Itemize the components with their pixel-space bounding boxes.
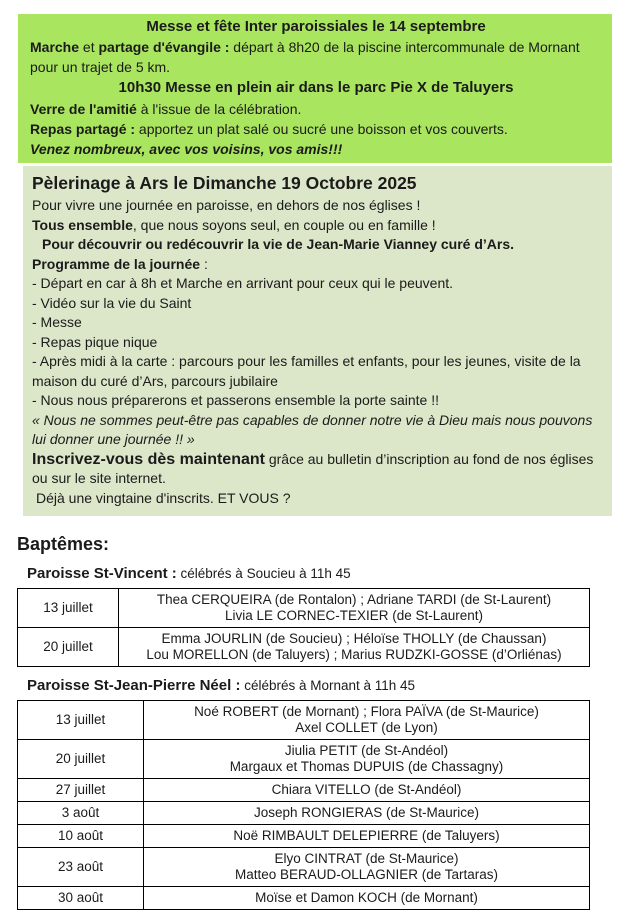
program-label: Programme de la journée: [32, 255, 201, 272]
baptism-date-cell: 10 août: [18, 825, 144, 848]
program-item: - Vidéo sur la vie du Saint: [32, 294, 192, 311]
table-row: [18, 779, 590, 802]
signup-details: grâce au bulletin d’inscription au fond de nos églises ou sur le site internet.: [32, 450, 594, 486]
baptism-date-cell: 20 juillet: [18, 628, 119, 667]
table-row: [18, 802, 590, 825]
program-list: [32, 274, 604, 411]
baptism-names-cell: [144, 701, 590, 740]
baptism-date-cell: 3 août: [18, 802, 144, 825]
baptism-names-cell: [119, 589, 590, 628]
table-row: [18, 628, 590, 667]
baptism-names-cell: [144, 802, 590, 825]
pilgrimage-intro-2: Tous ensemble, que nous soyons seul, en couple ou en famille !: [32, 216, 436, 233]
table-row: [18, 848, 590, 887]
table-row: [18, 701, 590, 740]
baptisms-heading: Baptêmes:: [17, 534, 110, 554]
baptism-date-cell: 27 juillet: [18, 779, 144, 802]
program-item: - Après midi à la carte : parcours pour les familles et enfants, pour les jeunes, visite de la maison du curé d’Ars, parcours jubilaire: [32, 353, 581, 389]
baptism-name-line: Emma JOURLIN (de Soucieu) ; Héloïse THOLLY (de Chaussan): [161, 631, 547, 646]
pilgrimage-announcement-box: [23, 166, 612, 516]
baptism-name-line: Matteo BERAUD-OLLAGNIER (de Tartaras): [234, 867, 499, 882]
baptism-date-cell: 13 juillet: [18, 701, 144, 740]
baptism-names-cell: [144, 825, 590, 848]
baptism-name-line: Axel COLLET (de Lyon): [295, 720, 438, 735]
drink-line: [30, 99, 602, 119]
baptism-date-cell: 23 août: [18, 848, 144, 887]
walk-details: départ à 8h20 de la piscine intercommunale de Mornant pour un trajet de 5 km.: [30, 39, 580, 75]
baptism-names-cell: [119, 628, 590, 667]
baptism-names-cell: [144, 740, 590, 779]
meal-label: Repas partagé :: [30, 121, 136, 137]
baptism-name-line: Lou MORELLON (de Taluyers) ; Marius RUDZKI-GOSSE (d’Orliénas): [146, 647, 562, 662]
program-item: - Départ en car à 8h et Marche en arrivant pour ceux qui le peuvent.: [32, 275, 454, 291]
table-row: [18, 825, 590, 848]
event-walk-line: Marche et partage d'évangile : départ à 8h20 de la piscine intercommunale de Mornant pour un trajet de 5 km.: [30, 39, 580, 75]
event-title: Messe et fête Inter paroissiales le 14 septembre: [146, 18, 486, 35]
baptisms-table-st-vincent: [17, 588, 590, 667]
parish-name: Paroisse St-Jean-Pierre Néel :: [27, 677, 241, 694]
baptism-name-line: Chiara VITELLO (de St-Andéol): [271, 782, 462, 797]
walk-label: Marche: [30, 39, 80, 55]
baptism-date-cell: 20 juillet: [18, 740, 144, 779]
baptism-name-line: Livia LE CORNEC-TEXIER (de St-Laurent): [224, 608, 484, 623]
program-item: - Nous nous préparerons et passerons ensemble la porte sainte !!: [32, 392, 440, 408]
parish-heading-st-jean-pierre-neel: [27, 677, 617, 694]
drink-details: à l'issue de la célébration.: [136, 101, 302, 117]
baptism-name-line: Thea CERQUEIRA (de Rontalon) ; Adriane TARDI (de St-Laurent): [156, 592, 552, 607]
together-label: Tous ensemble: [32, 216, 133, 233]
baptism-name-line: Moïse et Damon KOCH (de Mornant): [255, 890, 478, 905]
pilgrimage-quote: « Nous ne sommes peut-être pas capables de donner notre vie à Dieu mais nous pouvons lui donner une journée !! »: [32, 411, 593, 447]
program-item: - Messe: [32, 314, 82, 330]
pilgrimage-title: Pèlerinage à Ars le Dimanche 19 Octobre 2025: [32, 173, 417, 193]
baptism-date-cell: 13 juillet: [18, 589, 119, 628]
table-row: [18, 887, 590, 910]
parish-details: célébrés à Mornant à 11h 45: [240, 678, 416, 693]
baptism-name-line: Joseph RONGIERAS (de St-Maurice): [253, 805, 480, 820]
parish-details: célébrés à Soucieu à 11h 45: [176, 566, 351, 581]
shared-meal-line: [30, 119, 602, 139]
baptism-name-line: Noé ROBERT (de Mornant) ; Flora PAÏVA (de St-Maurice): [194, 704, 539, 719]
table-row: [18, 589, 590, 628]
signup-count-note: Déjà une vingtaine d'inscrits. ET VOUS ?: [36, 489, 291, 506]
signup-call-label: Inscrivez-vous dès maintenant: [32, 450, 265, 468]
discover-line: Pour découvrir ou redécouvrir la vie de Jean-Marie Vianney curé d’Ars.: [42, 236, 515, 252]
baptism-names-cell: [144, 848, 590, 887]
baptism-name-line: Noë RIMBAULT DELEPIERRE (de Taluyers): [233, 828, 500, 843]
baptism-name-line: Margaux et Thomas DUPUIS (de Chassagny): [229, 759, 504, 774]
baptisms-table-st-jean-pierre-neel: [17, 700, 590, 910]
event-announcement-box: [18, 14, 612, 163]
baptism-name-line: Jiulia PETIT (de St-Andéol): [284, 743, 449, 758]
pilgrimage-intro-1: Pour vivre une journée en paroisse, en dehors de nos églises !: [32, 197, 421, 213]
table-row: [18, 740, 590, 779]
signup-line: [32, 450, 604, 489]
drink-label: Verre de l'amitié: [30, 101, 137, 117]
parish-heading-st-vincent: [27, 565, 617, 582]
program-label-line: Programme de la journée :: [32, 255, 208, 272]
baptism-name-line: Elyo CINTRAT (de St-Maurice): [274, 851, 459, 866]
event-closing-line: Venez nombreux, avec vos voisins, vos amis!!!: [30, 141, 343, 157]
parish-name: Paroisse St-Vincent :: [27, 565, 177, 582]
program-item: - Repas pique nique: [32, 333, 158, 350]
baptism-date-cell: 30 août: [18, 887, 144, 910]
gospel-share-label: partage d'évangile :: [98, 39, 230, 55]
baptism-names-cell: [144, 887, 590, 910]
meal-details: apportez un plat salé ou sucré une boisson et vos couverts.: [135, 121, 508, 137]
open-air-mass-line: 10h30 Messe en plein air dans le parc Pie X de Taluyers: [118, 79, 514, 96]
baptism-names-cell: [144, 779, 590, 802]
